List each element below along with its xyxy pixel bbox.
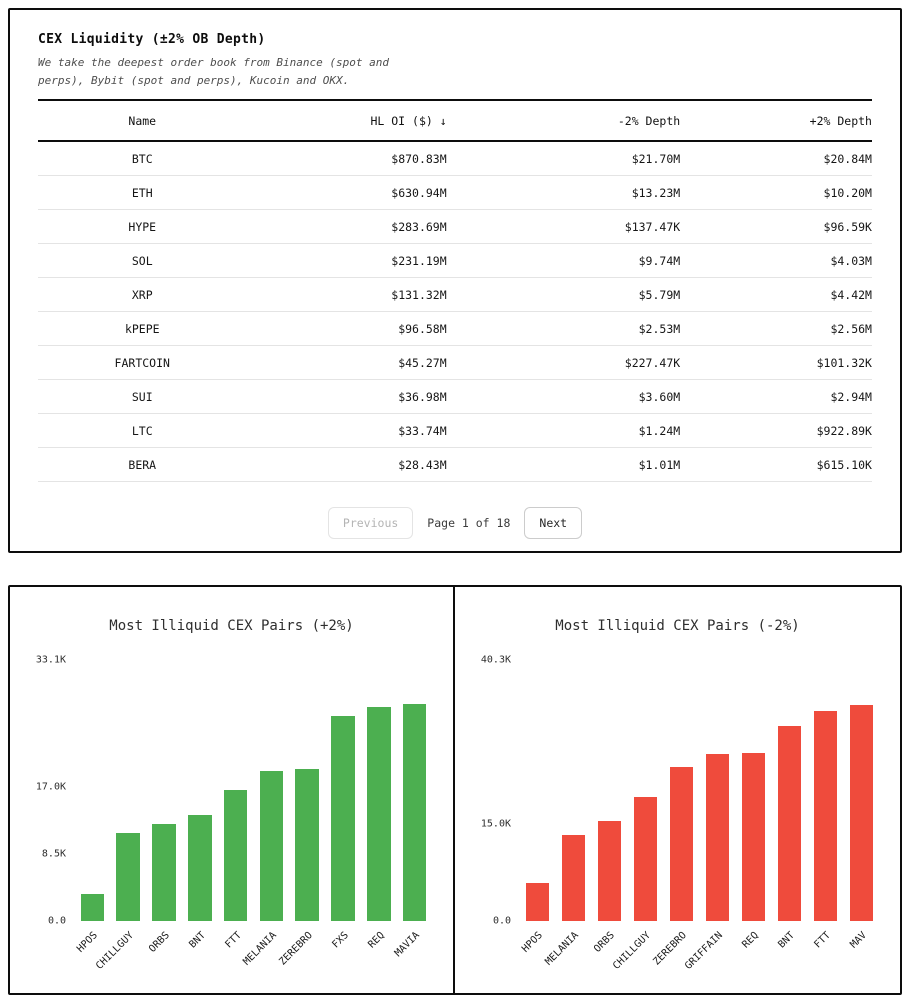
bar bbox=[81, 894, 105, 921]
table-row bbox=[38, 414, 872, 448]
table-body bbox=[38, 142, 872, 482]
y-tick-label: 8.5K bbox=[41, 848, 66, 860]
bar-slot bbox=[520, 660, 552, 955]
table-row bbox=[38, 210, 872, 244]
x-tick-label: CHILLGUY bbox=[611, 930, 654, 972]
cell-plus2-depth: $96.59K bbox=[823, 219, 872, 234]
cell-name: FARTCOIN bbox=[114, 355, 170, 370]
bar-slot bbox=[592, 660, 624, 955]
x-tick-label: ZEREBRO bbox=[651, 930, 690, 968]
chart-panel-minus2 bbox=[455, 587, 900, 993]
bar bbox=[116, 833, 140, 921]
cell-minus2-depth: $9.74M bbox=[638, 253, 681, 268]
bar-slot bbox=[811, 660, 840, 951]
cell-name: kPEPE bbox=[124, 321, 160, 336]
chart-title-minus2: Most Illiquid CEX Pairs (-2%) bbox=[555, 618, 800, 634]
x-tick-label: MELANIA bbox=[543, 930, 582, 968]
bar bbox=[403, 704, 427, 921]
cell-plus2-depth: $20.84M bbox=[823, 151, 872, 166]
page-indicator: Page 1 of 18 bbox=[427, 516, 511, 531]
bar-slot bbox=[146, 660, 179, 955]
bar-slot bbox=[94, 660, 143, 972]
cell-name: HYPE bbox=[128, 219, 157, 234]
cell-hl-oi: $28.43M bbox=[398, 457, 447, 472]
cell-plus2-depth: $101.32K bbox=[816, 355, 872, 370]
bars-area bbox=[75, 660, 429, 972]
bar bbox=[778, 726, 802, 921]
x-tick-label: MELANIA bbox=[241, 930, 280, 968]
bar-slot bbox=[847, 660, 876, 951]
bar bbox=[260, 771, 284, 921]
cell-plus2-depth: $922.89K bbox=[816, 423, 872, 438]
cell-hl-oi: $131.32M bbox=[391, 287, 447, 302]
bar-slot bbox=[651, 660, 696, 968]
cell-plus2-depth: $615.10K bbox=[816, 457, 872, 472]
cell-name: LTC bbox=[131, 423, 153, 438]
pagination bbox=[38, 507, 872, 539]
chart-plot-plus2 bbox=[22, 654, 431, 972]
x-tick-label: ORBS bbox=[146, 930, 172, 955]
bar bbox=[367, 707, 391, 921]
x-tick-label: FTT bbox=[812, 930, 834, 951]
cell-hl-oi: $36.98M bbox=[398, 389, 447, 404]
y-tick-label: 17.0K bbox=[35, 781, 66, 793]
table-row bbox=[38, 244, 872, 278]
x-tick-label: HPOS bbox=[75, 930, 101, 955]
table-row bbox=[38, 380, 872, 414]
bars-area bbox=[520, 660, 876, 972]
chart-plot-minus2 bbox=[467, 654, 878, 972]
bar bbox=[850, 705, 874, 921]
x-tick-label: HPOS bbox=[520, 930, 546, 955]
bar-slot bbox=[393, 660, 429, 960]
x-tick-label: ORBS bbox=[592, 930, 618, 955]
y-axis-ticks bbox=[22, 654, 70, 927]
table-row bbox=[38, 278, 872, 312]
cell-minus2-depth: $3.60M bbox=[638, 389, 681, 404]
cell-plus2-depth: $2.94M bbox=[830, 389, 872, 404]
bar-slot bbox=[241, 660, 286, 968]
cell-plus2-depth: $4.03M bbox=[830, 253, 872, 268]
bar bbox=[295, 769, 319, 921]
cell-minus2-depth: $5.79M bbox=[638, 287, 681, 302]
panel-subtitle: We take the deepest order book from Binance (spot and perps), Bybit (spot and perps), Kucoin and OKX. bbox=[38, 56, 389, 87]
x-tick-label: REQ bbox=[740, 930, 762, 951]
x-tick-label: REQ bbox=[366, 930, 387, 951]
x-tick-label: BNT bbox=[187, 930, 208, 951]
column-header-minus2-depth[interactable]: -2% Depth bbox=[447, 114, 681, 128]
cell-hl-oi: $231.19M bbox=[391, 253, 447, 268]
cell-minus2-depth: $21.70M bbox=[631, 151, 681, 166]
chart-title-plus2: Most Illiquid CEX Pairs (+2%) bbox=[109, 618, 354, 634]
table-row bbox=[38, 346, 872, 380]
bar bbox=[814, 711, 838, 921]
cell-hl-oi: $96.58M bbox=[398, 321, 447, 336]
bar bbox=[706, 754, 730, 921]
cell-minus2-depth: $2.53M bbox=[638, 321, 681, 336]
cell-minus2-depth: $1.01M bbox=[638, 457, 681, 472]
bar-slot bbox=[277, 660, 322, 968]
cell-name: BERA bbox=[128, 457, 157, 472]
bar bbox=[152, 824, 176, 921]
bar-slot bbox=[221, 660, 250, 951]
cell-hl-oi: $870.83M bbox=[391, 151, 447, 166]
x-tick-label: GRIFFAIN bbox=[683, 930, 726, 972]
cell-plus2-depth: $4.42M bbox=[830, 287, 872, 302]
bar-slot bbox=[329, 660, 358, 951]
cell-minus2-depth: $1.24M bbox=[638, 423, 681, 438]
cell-name: ETH bbox=[131, 185, 153, 200]
x-tick-label: CHILLGUY bbox=[94, 930, 136, 972]
column-header-name[interactable]: Name bbox=[38, 114, 247, 128]
panel-title: CEX Liquidity (±2% OB Depth) bbox=[38, 32, 266, 47]
cell-name: XRP bbox=[131, 287, 153, 302]
table-header-row bbox=[38, 99, 872, 142]
x-tick-label: FXS bbox=[330, 930, 351, 951]
bar bbox=[331, 716, 355, 921]
cell-name: BTC bbox=[131, 151, 153, 166]
bar bbox=[634, 797, 658, 921]
table-row bbox=[38, 176, 872, 210]
bar-slot bbox=[775, 660, 804, 951]
liquidity-table bbox=[38, 99, 872, 482]
y-tick-label: 0.0 bbox=[492, 915, 511, 927]
x-tick-label: MAV bbox=[848, 930, 870, 951]
x-tick-label: MAVIA bbox=[393, 930, 423, 960]
previous-button[interactable]: Previous bbox=[328, 507, 413, 539]
bar bbox=[598, 821, 622, 921]
table-row bbox=[38, 312, 872, 346]
bar-slot bbox=[364, 660, 393, 951]
cell-name: SUI bbox=[131, 389, 153, 404]
bar bbox=[224, 790, 248, 921]
x-tick-label: ZEREBRO bbox=[277, 930, 315, 968]
cell-hl-oi: $630.94M bbox=[391, 185, 447, 200]
cell-minus2-depth: $227.47K bbox=[624, 355, 681, 370]
table-row bbox=[38, 142, 872, 176]
y-tick-label: 0.0 bbox=[47, 915, 66, 927]
y-tick-label: 33.1K bbox=[35, 654, 66, 666]
bar bbox=[188, 815, 212, 921]
cell-plus2-depth: $2.56M bbox=[830, 321, 872, 336]
column-header-plus2-depth[interactable]: +2% Depth bbox=[680, 114, 872, 128]
bar bbox=[670, 767, 694, 921]
x-tick-label: FTT bbox=[222, 930, 244, 951]
bar-slot bbox=[75, 660, 107, 955]
cell-plus2-depth: $10.20M bbox=[823, 185, 872, 200]
bar bbox=[742, 753, 766, 921]
cell-minus2-depth: $137.47K bbox=[624, 219, 681, 234]
bar-slot bbox=[185, 660, 214, 951]
y-tick-label: 40.3K bbox=[480, 654, 511, 666]
cell-hl-oi: $283.69M bbox=[391, 219, 447, 234]
cex-liquidity-panel bbox=[8, 8, 902, 553]
bar-slot bbox=[611, 660, 660, 972]
bar-slot bbox=[683, 660, 732, 972]
illiquid-pairs-charts bbox=[8, 585, 902, 995]
cell-name: SOL bbox=[131, 253, 153, 268]
bar-slot bbox=[543, 660, 588, 968]
column-header-hl-oi[interactable]: HL OI ($) ↓ bbox=[247, 114, 447, 128]
bar bbox=[562, 835, 586, 921]
cell-hl-oi: $45.27M bbox=[398, 355, 447, 370]
chart-panel-plus2 bbox=[10, 587, 455, 993]
y-tick-label: 15.0K bbox=[480, 818, 511, 830]
cell-minus2-depth: $13.23M bbox=[631, 185, 681, 200]
table-row bbox=[38, 448, 872, 482]
y-axis-ticks bbox=[467, 654, 515, 927]
x-tick-label: BNT bbox=[776, 930, 798, 951]
cell-hl-oi: $33.74M bbox=[398, 423, 447, 438]
next-button[interactable]: Next bbox=[524, 507, 582, 539]
bar bbox=[526, 883, 550, 921]
bar-slot bbox=[739, 660, 768, 951]
